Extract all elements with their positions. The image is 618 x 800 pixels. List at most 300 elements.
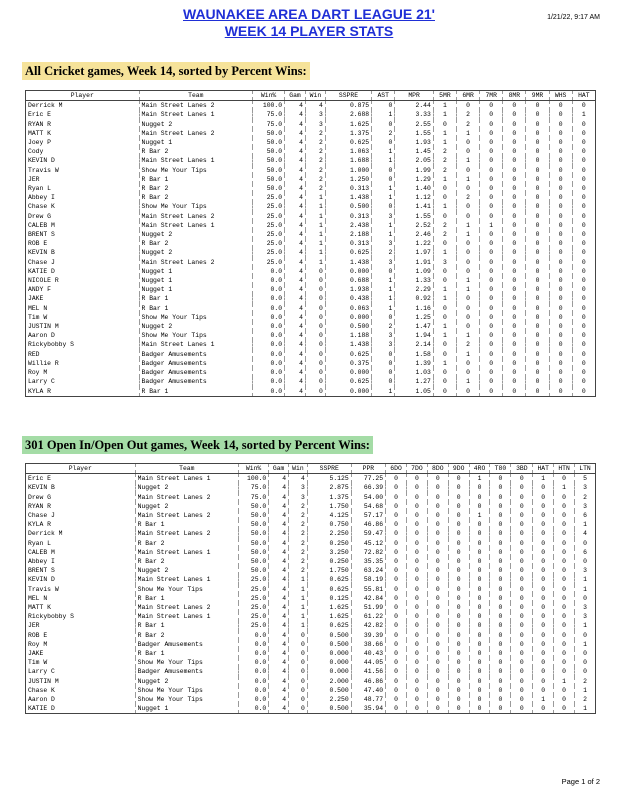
cell-7mr: 0	[480, 175, 503, 184]
cell-sspre: 0.313	[325, 212, 371, 221]
cell-3bd: 0	[511, 548, 533, 557]
cell-7do: 0	[406, 575, 427, 584]
cell-ppr: 63.24	[351, 566, 385, 575]
cell-9do: 0	[448, 483, 469, 492]
table-row	[26, 566, 596, 575]
cell-6mr: 0	[457, 212, 480, 221]
cell-3bd: 0	[511, 585, 533, 594]
cell-7mr: 0	[480, 276, 503, 285]
table-row	[26, 184, 596, 193]
cell-win-pct: 50.0	[253, 166, 285, 175]
cell-ppr: 39.39	[351, 631, 385, 640]
cell-5mr: 1	[433, 129, 456, 138]
cell-player: Abbey I	[26, 193, 140, 202]
cell-gam: 4	[269, 474, 289, 484]
cell-8mr: 0	[503, 202, 526, 211]
cell-player: Eric E	[26, 474, 136, 484]
cell-6do: 0	[386, 677, 407, 686]
cell-win-pct: 0.0	[253, 313, 285, 322]
cell-7do: 0	[406, 557, 427, 566]
cell-win: 2	[289, 539, 308, 548]
cell-gam: 4	[285, 322, 306, 331]
cell-sspre: 1.688	[325, 156, 371, 165]
cell-t80: 0	[490, 686, 511, 695]
cell-5mr: 3	[433, 258, 456, 267]
cell-8mr: 0	[503, 285, 526, 294]
cell-sspre: 2.875	[307, 483, 351, 492]
cell-player: BRENT S	[26, 566, 136, 575]
cell-8do: 0	[427, 585, 448, 594]
cell-9do: 0	[448, 474, 469, 484]
cell-7mr: 0	[480, 212, 503, 221]
cell-gam: 4	[285, 166, 306, 175]
cell-team: Main Street Lanes 1	[139, 221, 253, 230]
cell-gam: 4	[269, 686, 289, 695]
cell-team: Show Me Your Tips	[139, 202, 253, 211]
table-row	[26, 101, 596, 111]
cell-mpr: 1.05	[395, 387, 434, 397]
cell-4ro: 0	[469, 557, 490, 566]
cell-6mr: 2	[457, 340, 480, 349]
cell-3bd: 0	[511, 575, 533, 584]
cell-win: 3	[306, 110, 326, 119]
cell-7mr: 0	[480, 239, 503, 248]
cell-team: Main Street Lanes 1	[139, 110, 253, 119]
cell-9mr: 0	[526, 331, 549, 340]
cell-mpr: 0.92	[395, 294, 434, 303]
cell-hat: 0	[572, 387, 595, 397]
cell-gam: 4	[285, 184, 306, 193]
cell-sspre: 2.438	[325, 221, 371, 230]
cell-t80: 0	[490, 520, 511, 529]
cell-5mr: 1	[433, 359, 456, 368]
cell-7mr: 0	[480, 377, 503, 386]
cell-sspre: 0.125	[307, 594, 351, 603]
cell-ast: 1	[372, 147, 395, 156]
cell-win: 0	[289, 658, 308, 667]
cell-ast: 1	[372, 184, 395, 193]
cell-sspre: 0.500	[325, 322, 371, 331]
cell-6mr: 1	[457, 175, 480, 184]
cell-htn: 0	[554, 667, 575, 676]
cell-sspre: 1.188	[325, 331, 371, 340]
cell-t80: 0	[490, 483, 511, 492]
cell-8mr: 0	[503, 175, 526, 184]
cell-ltn: 0	[575, 667, 596, 676]
cell-win-pct: 25.0	[238, 585, 268, 594]
cell-player: JER	[26, 175, 140, 184]
table-row	[26, 594, 596, 603]
cell-gam: 4	[285, 193, 306, 202]
cell-9mr: 0	[526, 377, 549, 386]
cell-hat: 0	[572, 156, 595, 165]
cell-6mr: 1	[457, 129, 480, 138]
cell-team: Main Street Lanes 2	[135, 511, 238, 520]
cell-mpr: 1.22	[395, 239, 434, 248]
cell-ast: 3	[372, 331, 395, 340]
cell-whs: 0	[549, 258, 572, 267]
x01-col-8do: 8DO	[427, 464, 448, 474]
cell-sspre: 1.625	[325, 120, 371, 129]
cell-4ro: 0	[469, 502, 490, 511]
cell-win: 2	[306, 156, 326, 165]
cell-hat: 0	[572, 166, 595, 175]
cell-hat: 0	[533, 566, 554, 575]
table-row	[26, 120, 596, 129]
cricket-col-5mr: 5MR	[433, 91, 456, 101]
cell-team: Main Street Lanes 2	[139, 129, 253, 138]
cell-sspre: 0.625	[325, 377, 371, 386]
cell-ppr: 46.86	[351, 677, 385, 686]
cell-9mr: 0	[526, 175, 549, 184]
cell-gam: 4	[285, 267, 306, 276]
cell-8mr: 0	[503, 368, 526, 377]
cell-sspre: 0.000	[307, 667, 351, 676]
cell-htn: 0	[554, 649, 575, 658]
cell-hat: 0	[572, 175, 595, 184]
cell-4ro: 0	[469, 539, 490, 548]
cell-gam: 4	[285, 285, 306, 294]
cell-htn: 0	[554, 585, 575, 594]
cell-win: 3	[289, 493, 308, 502]
cell-whs: 0	[549, 368, 572, 377]
cell-ltn: 2	[575, 677, 596, 686]
cell-win: 1	[289, 621, 308, 630]
cell-6do: 0	[386, 511, 407, 520]
cell-htn: 0	[554, 695, 575, 704]
cell-7mr: 0	[480, 248, 503, 257]
cell-6mr: 1	[457, 221, 480, 230]
cell-player: Abbey I	[26, 557, 136, 566]
cell-ast: 0	[372, 359, 395, 368]
cell-5mr: 0	[433, 212, 456, 221]
cell-9mr: 0	[526, 184, 549, 193]
table-row	[26, 667, 596, 676]
cell-7mr: 0	[480, 202, 503, 211]
x01-section-heading: 301 Open In/Open Out games, Week 14, sorted by Percent Wins:	[22, 436, 373, 454]
cell-4ro: 0	[469, 649, 490, 658]
cell-6mr: 0	[457, 294, 480, 303]
cell-t80: 0	[490, 640, 511, 649]
cell-whs: 0	[549, 147, 572, 156]
cell-ppr: 35.94	[351, 704, 385, 714]
cell-htn: 0	[554, 493, 575, 502]
cell-win-pct: 25.0	[253, 230, 285, 239]
cell-gam: 4	[285, 359, 306, 368]
cell-whs: 0	[549, 175, 572, 184]
cell-hat: 0	[572, 138, 595, 147]
cell-team: Nugget 2	[135, 502, 238, 511]
cell-5mr: 1	[433, 175, 456, 184]
cell-gam: 4	[269, 594, 289, 603]
cell-8mr: 0	[503, 331, 526, 340]
cell-whs: 0	[549, 120, 572, 129]
cell-7do: 0	[406, 667, 427, 676]
cricket-header-row	[26, 91, 596, 101]
cell-4ro: 0	[469, 603, 490, 612]
cricket-col-sspre: SSPRE	[325, 91, 371, 101]
cell-8mr: 0	[503, 101, 526, 111]
cell-team: Main Street Lanes 2	[135, 603, 238, 612]
cell-win: 0	[306, 285, 326, 294]
cell-9do: 0	[448, 594, 469, 603]
cell-hat: 0	[533, 539, 554, 548]
x01-col-win-pct: Win%	[238, 464, 268, 474]
cell-4ro: 0	[469, 566, 490, 575]
cell-6do: 0	[386, 566, 407, 575]
cell-9mr: 0	[526, 294, 549, 303]
cell-8do: 0	[427, 677, 448, 686]
cricket-col-8mr: 8MR	[503, 91, 526, 101]
cell-ppr: 38.66	[351, 640, 385, 649]
cell-sspre: 1.625	[307, 612, 351, 621]
x01-col-ppr: PPR	[351, 464, 385, 474]
cell-win: 0	[306, 322, 326, 331]
cell-7mr: 0	[480, 267, 503, 276]
cell-9do: 0	[448, 557, 469, 566]
cell-8mr: 0	[503, 147, 526, 156]
cell-hat: 0	[572, 248, 595, 257]
cell-team: Main Street Lanes 2	[139, 212, 253, 221]
cell-hat: 1	[533, 695, 554, 704]
cell-ast: 3	[372, 212, 395, 221]
cell-player: RYAN R	[26, 120, 140, 129]
cell-9do: 0	[448, 566, 469, 575]
cell-9do: 0	[448, 667, 469, 676]
cell-gam: 4	[285, 129, 306, 138]
cell-hat: 1	[533, 474, 554, 484]
cell-ast: 3	[372, 258, 395, 267]
cell-player: ANDY F	[26, 285, 140, 294]
cell-team: Nugget 1	[139, 276, 253, 285]
cell-ltn: 6	[575, 511, 596, 520]
cell-team: Show Me Your Tips	[139, 166, 253, 175]
cell-win: 2	[289, 557, 308, 566]
cell-3bd: 0	[511, 631, 533, 640]
table-row	[26, 340, 596, 349]
cell-hat: 0	[533, 483, 554, 492]
cell-whs: 0	[549, 387, 572, 397]
cell-3bd: 0	[511, 621, 533, 630]
cell-7mr: 0	[480, 138, 503, 147]
cell-t80: 0	[490, 548, 511, 557]
cell-8do: 0	[427, 529, 448, 538]
cell-6mr: 0	[457, 359, 480, 368]
cell-7do: 0	[406, 677, 427, 686]
cell-7mr: 0	[480, 313, 503, 322]
cell-3bd: 0	[511, 483, 533, 492]
cell-8mr: 0	[503, 212, 526, 221]
cell-7do: 0	[406, 493, 427, 502]
cell-mpr: 1.94	[395, 331, 434, 340]
cell-gam: 4	[269, 539, 289, 548]
cell-gam: 4	[285, 276, 306, 285]
table-row	[26, 704, 596, 714]
cell-htn: 0	[554, 511, 575, 520]
cell-htn: 1	[554, 677, 575, 686]
cell-ppr: 55.81	[351, 585, 385, 594]
cell-win-pct: 0.0	[253, 340, 285, 349]
cell-9mr: 0	[526, 230, 549, 239]
cricket-col-hat: HAT	[572, 91, 595, 101]
cell-9mr: 0	[526, 129, 549, 138]
cell-7mr: 0	[480, 156, 503, 165]
cell-t80: 0	[490, 704, 511, 714]
cell-gam: 4	[269, 658, 289, 667]
table-row	[26, 539, 596, 548]
cell-7do: 0	[406, 511, 427, 520]
cell-htn: 0	[554, 539, 575, 548]
cell-6mr: 0	[457, 138, 480, 147]
cell-win: 0	[289, 686, 308, 695]
cell-win-pct: 0.0	[253, 331, 285, 340]
cell-mpr: 2.55	[395, 120, 434, 129]
table-row	[26, 387, 596, 397]
cell-team: Show Me Your Tips	[135, 585, 238, 594]
cell-win-pct: 50.0	[238, 520, 268, 529]
cell-9mr: 0	[526, 156, 549, 165]
cell-6mr: 0	[457, 202, 480, 211]
cell-sspre: 0.250	[307, 539, 351, 548]
cell-t80: 0	[490, 695, 511, 704]
cell-6mr: 0	[457, 304, 480, 313]
cell-team: Nugget 2	[135, 677, 238, 686]
cell-6do: 0	[386, 649, 407, 658]
cricket-table-body	[26, 101, 596, 397]
cell-win: 0	[289, 667, 308, 676]
cell-player: JAKE	[26, 649, 136, 658]
cell-5mr: 0	[433, 368, 456, 377]
cell-t80: 0	[490, 511, 511, 520]
cell-6do: 0	[386, 520, 407, 529]
cell-win-pct: 0.0	[253, 267, 285, 276]
cell-8do: 0	[427, 511, 448, 520]
cell-5mr: 0	[433, 377, 456, 386]
cell-8mr: 0	[503, 221, 526, 230]
cell-mpr: 1.33	[395, 276, 434, 285]
cell-whs: 0	[549, 184, 572, 193]
cell-ast: 0	[372, 120, 395, 129]
cell-ltn: 0	[575, 649, 596, 658]
cell-6mr: 2	[457, 193, 480, 202]
table-row	[26, 575, 596, 584]
cell-8mr: 0	[503, 138, 526, 147]
cell-7do: 0	[406, 539, 427, 548]
cell-whs: 0	[549, 331, 572, 340]
cell-team: Nugget 2	[139, 230, 253, 239]
cell-6mr: 0	[457, 101, 480, 111]
x01-col-t80: T80	[490, 464, 511, 474]
cell-player: JAKE	[26, 294, 140, 303]
cell-7do: 0	[406, 529, 427, 538]
cell-ppr: 42.84	[351, 594, 385, 603]
cell-t80: 0	[490, 539, 511, 548]
cell-hat: 0	[572, 193, 595, 202]
cell-4ro: 0	[469, 575, 490, 584]
cricket-col-ast: AST	[372, 91, 395, 101]
cell-ast: 1	[372, 387, 395, 397]
cell-whs: 0	[549, 267, 572, 276]
cell-hat: 0	[572, 368, 595, 377]
cell-7mr: 0	[480, 230, 503, 239]
cell-9do: 0	[448, 695, 469, 704]
cell-t80: 0	[490, 557, 511, 566]
cell-hat: 0	[533, 612, 554, 621]
cell-mpr: 1.39	[395, 359, 434, 368]
cell-team: Main Street Lanes 1	[139, 340, 253, 349]
cell-win: 1	[306, 230, 326, 239]
cell-4ro: 0	[469, 621, 490, 630]
cell-win-pct: 100.0	[253, 101, 285, 111]
cell-htn: 0	[554, 658, 575, 667]
x01-col-gam: Gam	[269, 464, 289, 474]
cell-9do: 0	[448, 631, 469, 640]
cell-t80: 0	[490, 493, 511, 502]
cricket-col-player: Player	[26, 91, 140, 101]
cell-gam: 4	[269, 502, 289, 511]
cell-8do: 0	[427, 621, 448, 630]
cell-ltn: 0	[575, 539, 596, 548]
cell-whs: 0	[549, 294, 572, 303]
cell-5mr: 0	[433, 276, 456, 285]
cell-win-pct: 25.0	[253, 202, 285, 211]
cell-win-pct: 25.0	[238, 594, 268, 603]
cell-ast: 0	[372, 368, 395, 377]
cell-player: KEVIN D	[26, 575, 136, 584]
cell-player: NICOLE R	[26, 276, 140, 285]
cell-team: Main Street Lanes 2	[139, 101, 253, 111]
cell-mpr: 1.27	[395, 377, 434, 386]
cell-player: Drew G	[26, 212, 140, 221]
cell-team: Show Me Your Tips	[139, 331, 253, 340]
cell-win: 1	[306, 248, 326, 257]
cell-win-pct: 0.0	[253, 285, 285, 294]
cell-ltn: 3	[575, 502, 596, 511]
cell-sspre: 0.875	[325, 101, 371, 111]
cell-8mr: 0	[503, 340, 526, 349]
cell-7mr: 0	[480, 331, 503, 340]
cell-team: Badger Amusements	[139, 350, 253, 359]
cell-ppr: 48.77	[351, 695, 385, 704]
cell-8mr: 0	[503, 377, 526, 386]
cell-gam: 4	[285, 350, 306, 359]
cell-hat: 0	[572, 267, 595, 276]
cell-6mr: 2	[457, 110, 480, 119]
cell-8mr: 0	[503, 129, 526, 138]
cell-9do: 0	[448, 658, 469, 667]
cell-sspre: 0.000	[325, 368, 371, 377]
cell-8mr: 0	[503, 110, 526, 119]
cell-5mr: 1	[433, 294, 456, 303]
cell-6mr: 0	[457, 184, 480, 193]
cell-player: Tim W	[26, 658, 136, 667]
x01-col-htn: HTN	[554, 464, 575, 474]
cell-sspre: 0.625	[325, 248, 371, 257]
cell-win: 1	[306, 193, 326, 202]
cell-ltn: 4	[575, 529, 596, 538]
cell-win: 0	[289, 631, 308, 640]
cell-win: 2	[289, 511, 308, 520]
table-row	[26, 304, 596, 313]
cell-hat: 0	[572, 212, 595, 221]
table-row	[26, 110, 596, 119]
cell-win: 0	[306, 294, 326, 303]
cell-player: Roy M	[26, 640, 136, 649]
cell-6do: 0	[386, 483, 407, 492]
cell-htn: 0	[554, 621, 575, 630]
cell-gam: 4	[269, 493, 289, 502]
cell-sspre: 1.438	[325, 258, 371, 267]
